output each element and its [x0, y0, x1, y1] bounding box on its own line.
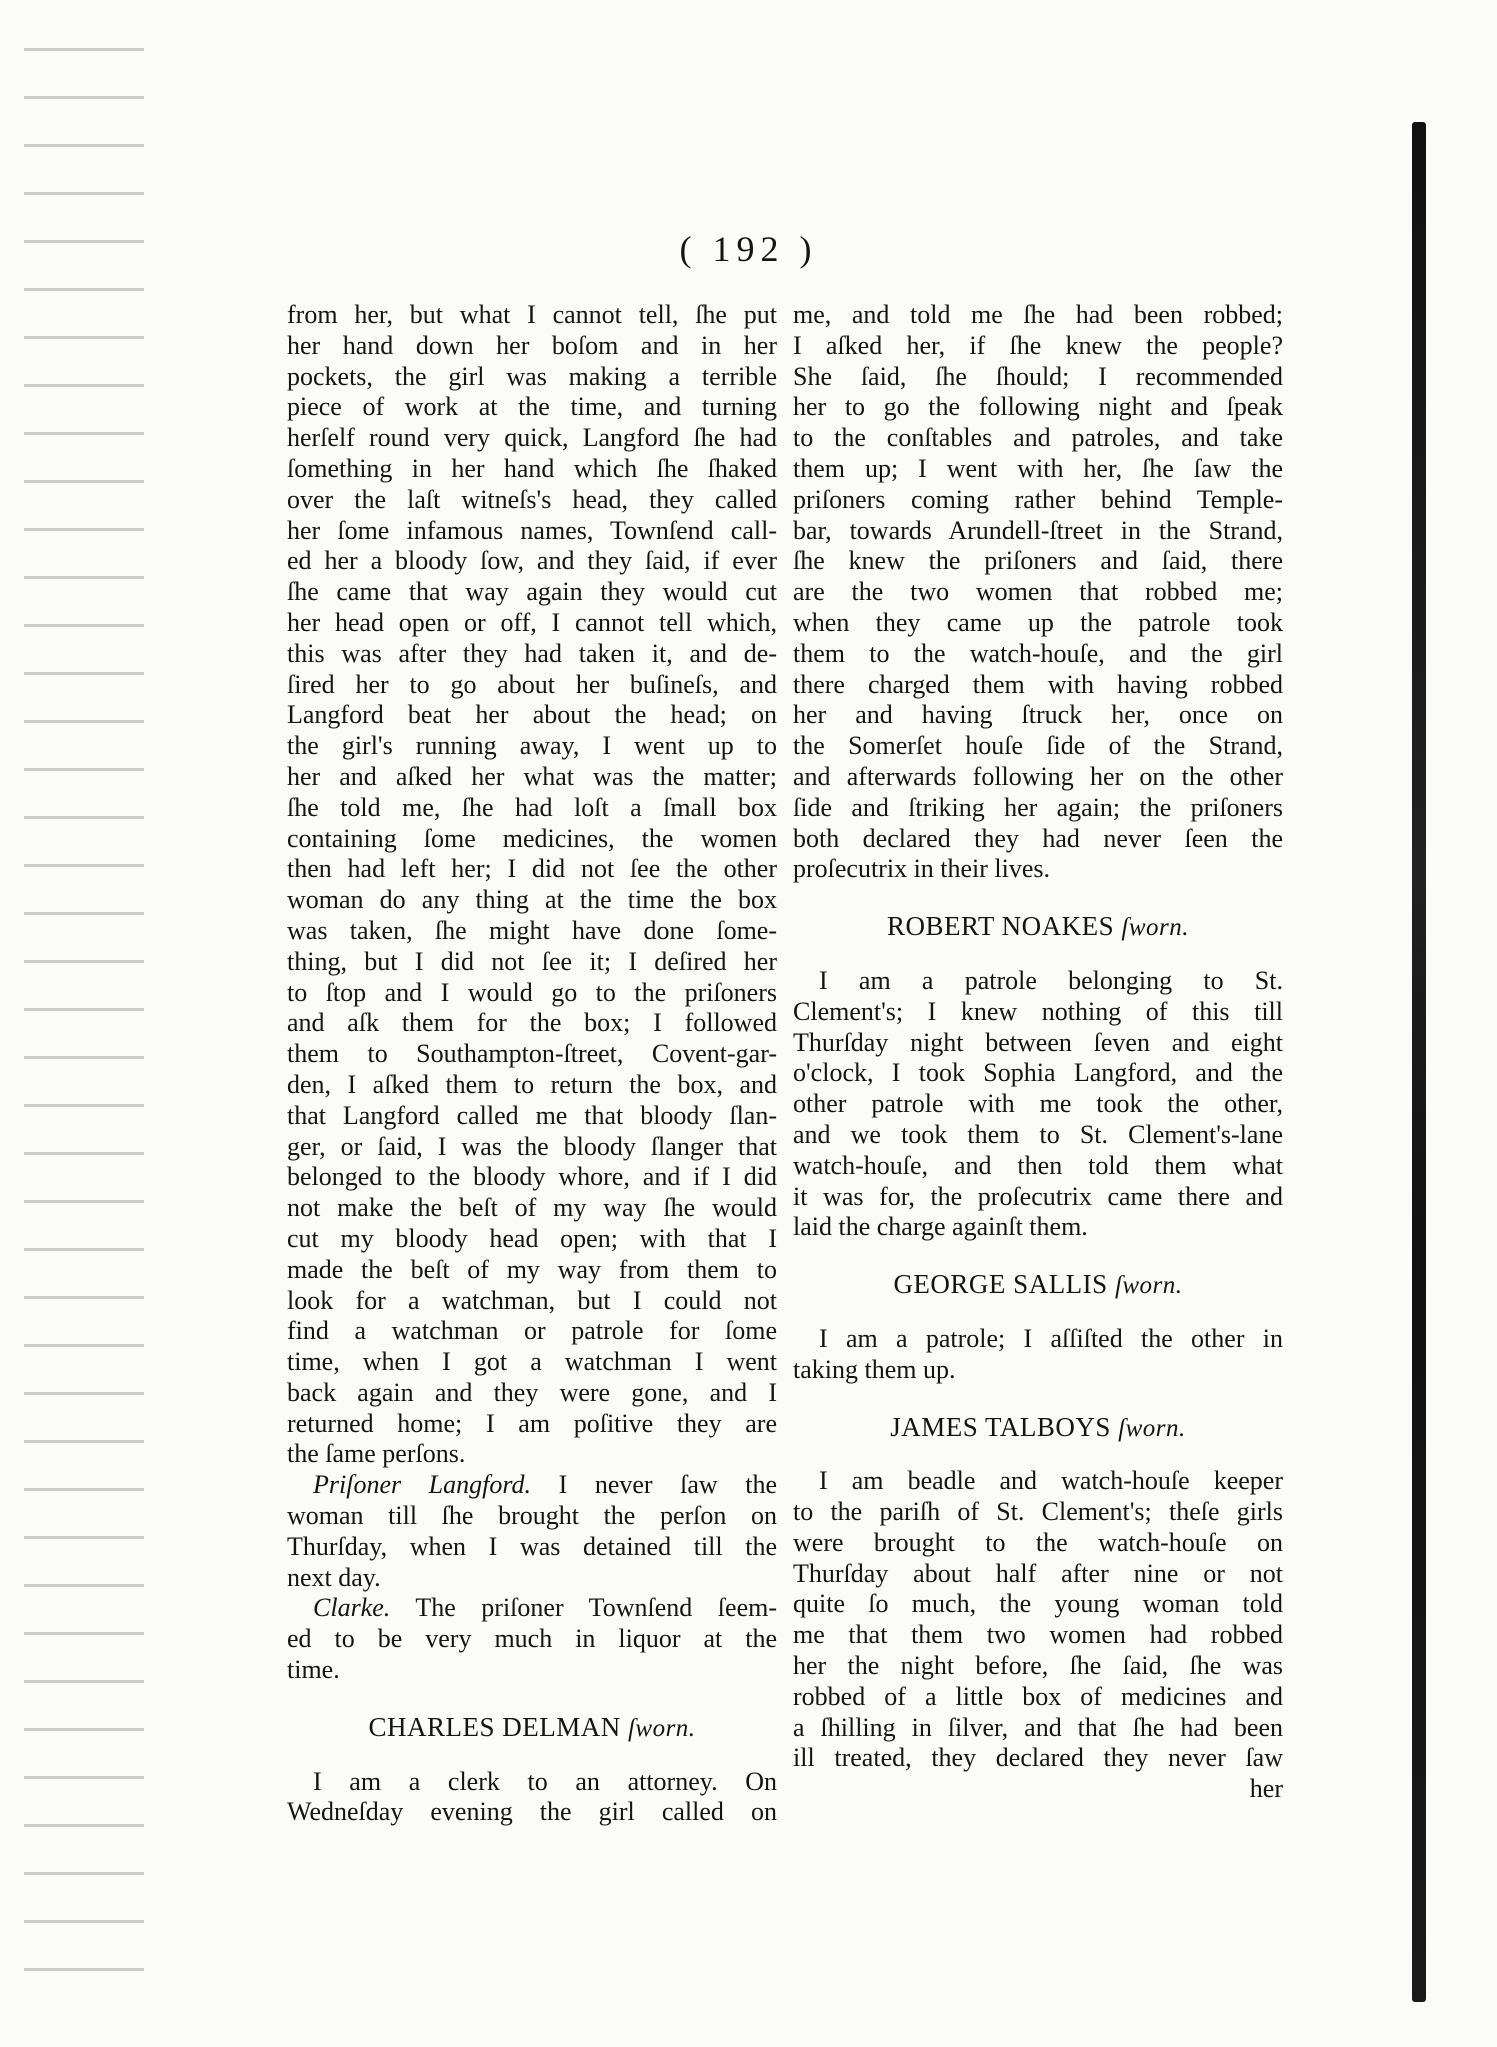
text-line: other patrole with me took the other, [793, 1089, 1283, 1119]
paragraph [793, 1466, 1283, 1774]
text-line: were brought to the watch-houſe on [793, 1527, 1283, 1557]
speaker-name: Clarke. [313, 1593, 391, 1623]
text-line: it was for, the proſecutrix came there and [793, 1181, 1283, 1211]
text-line: when they came up the patrole took [793, 607, 1283, 637]
paragraph [287, 1767, 777, 1829]
text-line: then had left her; I did not ſee the other [287, 854, 777, 884]
text-line: laid the charge againſt them. [793, 1212, 1088, 1242]
text-line: time, when I got a watchman I went [287, 1347, 777, 1377]
text-line: belonged to the bloody whore, and if I did [287, 1162, 777, 1192]
paragraph [793, 966, 1283, 1243]
text-line: ſhe came that way again they would cut [287, 577, 777, 607]
text-line: ger, or ſaid, I was the bloody ſlanger that [287, 1131, 777, 1161]
text-line: herſelf round very quick, Langford ſhe had [287, 423, 777, 453]
text-line: ed to be very much in liquor at the [287, 1624, 777, 1654]
text-line: not make the beſt of my way ſhe would [287, 1193, 777, 1223]
text-line: there charged them with having robbed [793, 669, 1283, 699]
text-line: are the two women that robbed me; [793, 577, 1283, 607]
text-line: robbed of a little box of medicines and [793, 1681, 1283, 1711]
right-column [793, 300, 1283, 1805]
text-line: Thurſday about half after nine or not [793, 1558, 1283, 1588]
text-line: ſhe knew the priſoners and ſaid, there [793, 546, 1283, 576]
text-line: taking them up. [793, 1354, 956, 1384]
speaker-name: Priſoner Langford. [313, 1470, 532, 1500]
text-line: ſomething in her hand which ſhe ſhaked [287, 453, 777, 483]
text-line: containing ſome medicines, the women [287, 823, 777, 853]
text-line: made the beſt of my way from them to [287, 1254, 777, 1284]
text-line: and afterwards following her on the other [793, 761, 1283, 791]
text-line: quite ſo much, the young woman told [793, 1589, 1283, 1619]
text-line: both declared they had never ſeen the [793, 823, 1283, 853]
text-line: priſoners coming rather behind Temple- [793, 484, 1283, 514]
text-line: them to Southampton-ſtreet, Covent-gar- [287, 1039, 777, 1069]
text-line: back again and they were gone, and I [287, 1377, 777, 1407]
text-line: Clement's; I knew nothing of this till [793, 996, 1283, 1026]
catchword: her [1249, 1774, 1283, 1804]
text-line: her hand down her boſom and in her [287, 330, 777, 360]
text-line: next day. [287, 1562, 381, 1592]
witness-heading: ROBERT NOAKES ſworn. [886, 911, 1189, 942]
text-line: time. [287, 1655, 340, 1685]
text-line: her head open or off, I cannot tell which, [287, 607, 777, 637]
text-line: ill treated, they declared they never ſaw [793, 1743, 1283, 1773]
text-line: to ſtop and I would go to the priſoners [287, 977, 777, 1007]
scan-edge-right [1412, 122, 1426, 2002]
text-line: them to the watch-houſe, and the girl [793, 638, 1283, 668]
text-line: over the laſt witneſs's head, they called [287, 484, 777, 514]
paragraph [287, 1624, 777, 1686]
paragraph [287, 300, 777, 1470]
text-line: thing, but I did not ſee it; I deſired her [287, 946, 777, 976]
text-line: Clarke. The priſoner Townſend ſeem- [313, 1593, 777, 1623]
text-line: I am a patrole belonging to St. [819, 965, 1283, 995]
text-line: woman do any thing at the time the box [287, 885, 777, 915]
paragraph [793, 300, 1283, 885]
text-line: woman till ſhe brought the perſon on [287, 1501, 777, 1531]
witness-heading: JAMES TALBOYS ſworn. [890, 1411, 1186, 1442]
text-line: Thurſday, when I was detained till the [287, 1531, 777, 1561]
text-line: bar, towards Arundell-ſtreet in the Strand, [793, 515, 1283, 545]
text-line: from her, but what I cannot tell, ſhe put [287, 300, 777, 329]
text-line: was taken, ſhe might have done ſome- [287, 915, 777, 945]
text-line: ed her a bloody ſow, and they ſaid, if ever [287, 546, 777, 576]
text-line: that Langford called me that bloody ſlan- [287, 1100, 777, 1130]
text-line: look for a watchman, but I could not [287, 1285, 777, 1315]
text-line: to the conſtables and patroles, and take [793, 423, 1283, 453]
text-line: her to go the following night and ſpeak [793, 392, 1283, 422]
text-line: I aſked her, if ſhe knew the people? [793, 330, 1283, 360]
paragraph [793, 1324, 1283, 1386]
text-line: her and aſked her what was the matter; [287, 761, 777, 791]
witness-heading: GEORGE SALLIS ſworn. [893, 1269, 1183, 1300]
text-line: this was after they had taken it, and de- [287, 638, 777, 668]
text-line: watch-houſe, and then told them what [793, 1150, 1283, 1180]
text-line: me that them two women had robbed [793, 1620, 1283, 1650]
text-line: the girl's running away, I went up to [287, 731, 777, 761]
text-line: the Somerſet houſe ſide of the Strand, [793, 731, 1283, 761]
text-line: Langford beat her about the head; on [287, 700, 777, 730]
text-line: and aſk them for the box; I followed [287, 1008, 777, 1038]
text-line: proſecutrix in their lives. [793, 854, 1051, 884]
text-line: her the night before, ſhe ſaid, ſhe was [793, 1651, 1283, 1681]
text-line: ſired her to go about her buſineſs, and [287, 669, 777, 699]
text-line: a ſhilling in ſilver, and that ſhe had been [793, 1712, 1283, 1742]
text-line: and we took them to St. Clement's-lane [793, 1119, 1283, 1149]
text-line: I am beadle and watch-houſe keeper [819, 1466, 1283, 1496]
text-line: den, I aſked them to return the box, and [287, 1069, 777, 1099]
text-line: her ſome infamous names, Townſend call- [287, 515, 777, 545]
text-line: cut my bloody head open; with that I [287, 1223, 777, 1253]
text-line: find a watchman or patrole for ſome [287, 1316, 777, 1346]
text-line: ſhe told me, ſhe had loſt a ſmall box [287, 792, 777, 822]
text-line: I am a patrole; I aſſiſted the other in [819, 1323, 1283, 1353]
text-line: She ſaid, ſhe ſhould; I recommended [793, 361, 1283, 391]
text-line: I am a clerk to an attorney. On [313, 1766, 777, 1796]
text-line: piece of work at the time, and turning [287, 392, 777, 422]
text-line: returned home; I am poſitive they are [287, 1408, 777, 1438]
text-line: to the pariſh of St. Clement's; theſe girls [793, 1497, 1283, 1527]
text-line: Wedneſday evening the girl called on [287, 1797, 777, 1827]
text-line: Thurſday night between ſeven and eight [793, 1027, 1283, 1057]
paragraph [287, 1501, 777, 1593]
text-line: them up; I went with her, ſhe ſaw the [793, 453, 1283, 483]
text-line: Priſoner Langford. I never ſaw the [313, 1470, 778, 1500]
text-line: the ſame perſons. [287, 1439, 466, 1469]
page-number: ( 192 ) [679, 229, 818, 269]
text-line: her and having ſtruck her, once on [793, 700, 1283, 730]
text-line: ſide and ſtriking her again; the priſoners [793, 792, 1283, 822]
witness-heading: CHARLES DELMAN ſworn. [368, 1711, 696, 1742]
scan-edge-left [24, 48, 144, 1978]
text-line: me, and told me ſhe had been robbed; [793, 300, 1283, 329]
left-column [287, 300, 777, 1828]
text-line: o'clock, I took Sophia Langford, and the [793, 1058, 1283, 1088]
text-line: pockets, the girl was making a terrible [287, 361, 777, 391]
